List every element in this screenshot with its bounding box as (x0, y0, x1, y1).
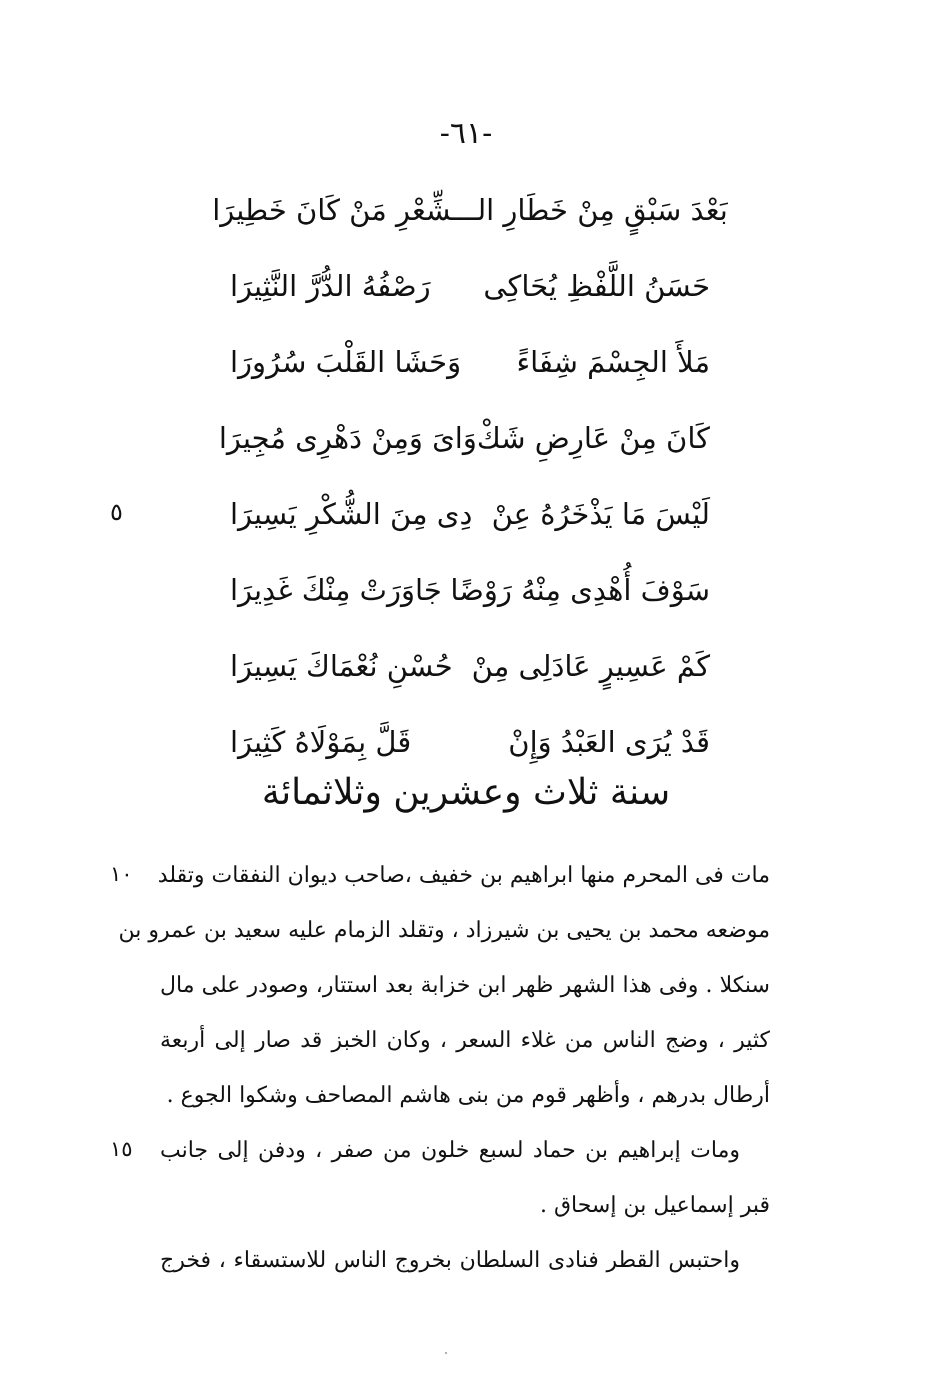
verse (230, 552, 710, 628)
verse (230, 628, 710, 704)
verse-second-hemistich: حُسْنِ نُعْمَاكَ يَسِيرَا (230, 648, 453, 683)
verse (230, 324, 710, 400)
prose-line: أرطال بدرهم ، وأظهر قوم من بنى هاشم المصاحف وشكوا الجوع . (166, 1083, 770, 1108)
verse-second-hemistich: وَحَشَا القَلْبَ سُرُورَا (230, 344, 462, 379)
prose-line: سنكلا . وفى هذا الشهر ظهر ابن خزابة بعد استتار، وصودر على مال (160, 973, 770, 998)
verse (230, 248, 710, 324)
prose-line: كثير ، وضج الناس من غلاء السعر ، وكان الخبز قد صار إلى أربعة (160, 1028, 770, 1053)
prose-line: مات فى المحرم منها ابراهيم بن خفيف ،صاحب ديوان النفقات وتقلد (157, 863, 770, 888)
stray-dot (445, 1352, 447, 1354)
verse (212, 172, 728, 248)
verse (218, 400, 710, 476)
verse-first-hemistich: حَسَنُ اللَّفْظِ يُحَاكِى (483, 268, 710, 303)
prose-line: قبر إسماعيل بن إسحاق . (539, 1193, 770, 1218)
verse (230, 704, 710, 780)
poem (212, 172, 728, 780)
prose-line: موضعه محمد بن يحيى بن شيرزاد ، وتقلد الزمام عليه سعيد بن عمرو بن (118, 918, 770, 943)
verse-second-hemistich: جَاوَرَتْ مِنْكَ غَدِيرَا (230, 572, 442, 607)
verse-first-hemistich: مَلأَ الجِسْمَ شِفَاءً (516, 344, 710, 379)
prose-line: ومات إبراهيم بن حماد لسبع خلون من صفر ، ودفن إلى جانب (160, 1138, 740, 1163)
verse-first-hemistich: قَدْ يُرَى العَبْدُ وَإِنْ (508, 724, 710, 759)
verse-first-hemistich: بَعْدَ سَبْقٍ مِنْ خَطَارِ الـــشِّعْرِ مَنْ كَانَ خَطِيرَا (212, 192, 728, 227)
verse-first-hemistich: كَمْ عَسِيرٍ عَادَلِى مِنْ (471, 648, 710, 683)
verse-second-hemistich: دِى مِنَ الشُّكْرِ يَسِيرَا (230, 496, 473, 531)
line-number-marker: ١٥ (110, 1137, 133, 1161)
verse-second-hemistich: قَلَّ بِمَوْلَاهُ كَثِيرَا (230, 724, 412, 759)
verse-first-hemistich: لَيْسَ مَا يَذْخَرُهُ عِنْ (491, 496, 710, 531)
verse-second-hemistich: رَصْفُهُ الدُّرَّ النَّثِيرَا (230, 268, 431, 303)
verse-second-hemistich: وَاىَ وَمِنْ دَهْرِى مُجِيرَا (218, 420, 477, 455)
page-number: -٦١- (439, 116, 493, 151)
section-heading: سنة ثلاث وعشرين وثلاثمائة (261, 772, 671, 813)
line-number-marker: ٥ (110, 498, 123, 526)
verse (230, 476, 710, 552)
verse-first-hemistich: سَوْفَ أُهْدِى مِنْهُ رَوْضًا (450, 572, 710, 607)
verse-first-hemistich: كَانَ مِنْ عَارِضِ شَكْ (476, 420, 710, 455)
line-number-marker: ١٠ (110, 862, 133, 886)
prose-line: واحتبس القطر فنادى السلطان بخروج الناس للاستسقاء ، فخرج (160, 1248, 740, 1273)
